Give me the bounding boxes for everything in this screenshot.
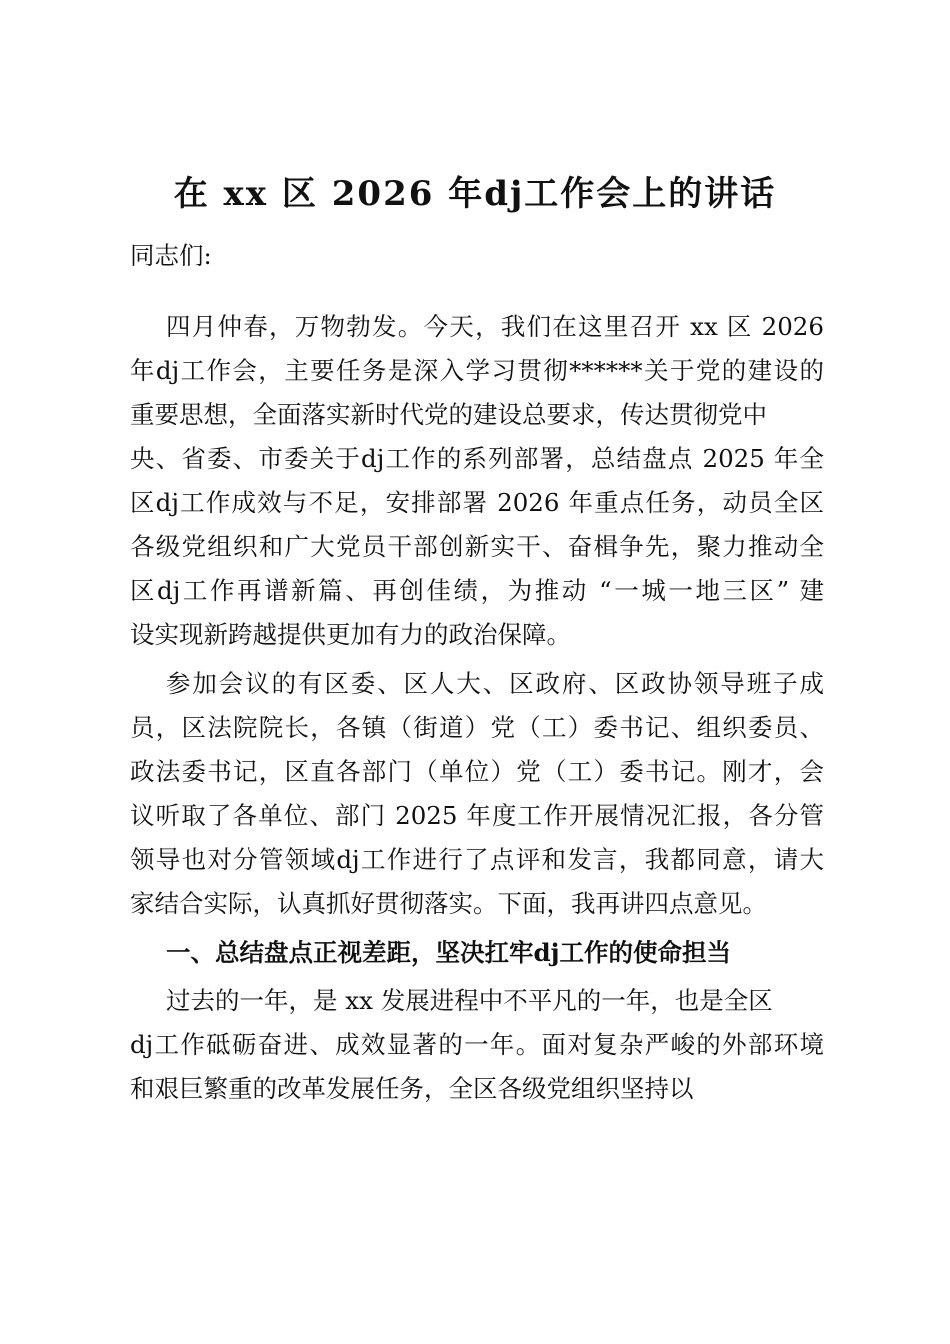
section-heading: 一、总结盘点正视差距，坚决扛牢dj工作的使命担当: [166, 938, 731, 967]
paragraph-2-line: 议听取了各单位、部门 2025 年度工作开展情况汇报，各分管: [130, 801, 824, 830]
paragraph-2-line: 参加会议的有区委、区人大、区政府、区政协领导班子成: [166, 669, 824, 698]
section-paragraph-line: dj工作砥砺奋进、成效显著的一年。面对复杂严峻的外部环境: [130, 1030, 824, 1059]
paragraph-2-line: 家结合实际，认真抓好贯彻落实。下面，我再讲四点意见。: [130, 889, 767, 918]
salutation: 同志们:: [130, 241, 212, 270]
paragraph-2-line: 员，区法院院长，各镇（街道）党（工）委书记、组织委员、: [130, 713, 824, 742]
paragraph-1-line: 区dj工作再谱新篇、再创佳绩，为推动 “一城一地三区” 建: [130, 576, 824, 605]
document-title: 在 xx 区 2026 年dj工作会上的讲话: [173, 174, 777, 214]
section-paragraph-line: 和艰巨繁重的改革发展任务，全区各级党组织坚持以: [130, 1074, 694, 1103]
paragraph-1-line: 区dj工作成效与不足，安排部署 2026 年重点任务，动员全区: [130, 488, 824, 517]
paragraph-1-line: 四月仲春，万物勃发。今天，我们在这里召开 xx 区 2026: [166, 312, 824, 341]
paragraph-1-line: 各级党组织和广大党员干部创新实干、奋楫争先，聚力推动全: [130, 532, 824, 561]
paragraph-1-line: 重要思想，全面落实新时代党的建设总要求，传达贯彻党中: [130, 400, 767, 429]
paragraph-1-line: 设实现新跨越提供更加有力的政治保障。: [130, 620, 571, 649]
paragraph-2-line: 领导也对分管领域dj工作进行了点评和发言，我都同意，请大: [130, 845, 824, 874]
paragraph-1-line: 年dj工作会，主要任务是深入学习贯彻******关于党的建设的: [130, 356, 824, 385]
paragraph-1-line: 央、省委、市委关于dj工作的系列部署，总结盘点 2025 年全: [130, 444, 824, 473]
paragraph-2-line: 政法委书记，区直各部门（单位）党（工）委书记。刚才，会: [130, 757, 824, 786]
section-paragraph-line: 过去的一年，是 xx 发展进程中不平凡的一年，也是全区: [166, 986, 773, 1015]
